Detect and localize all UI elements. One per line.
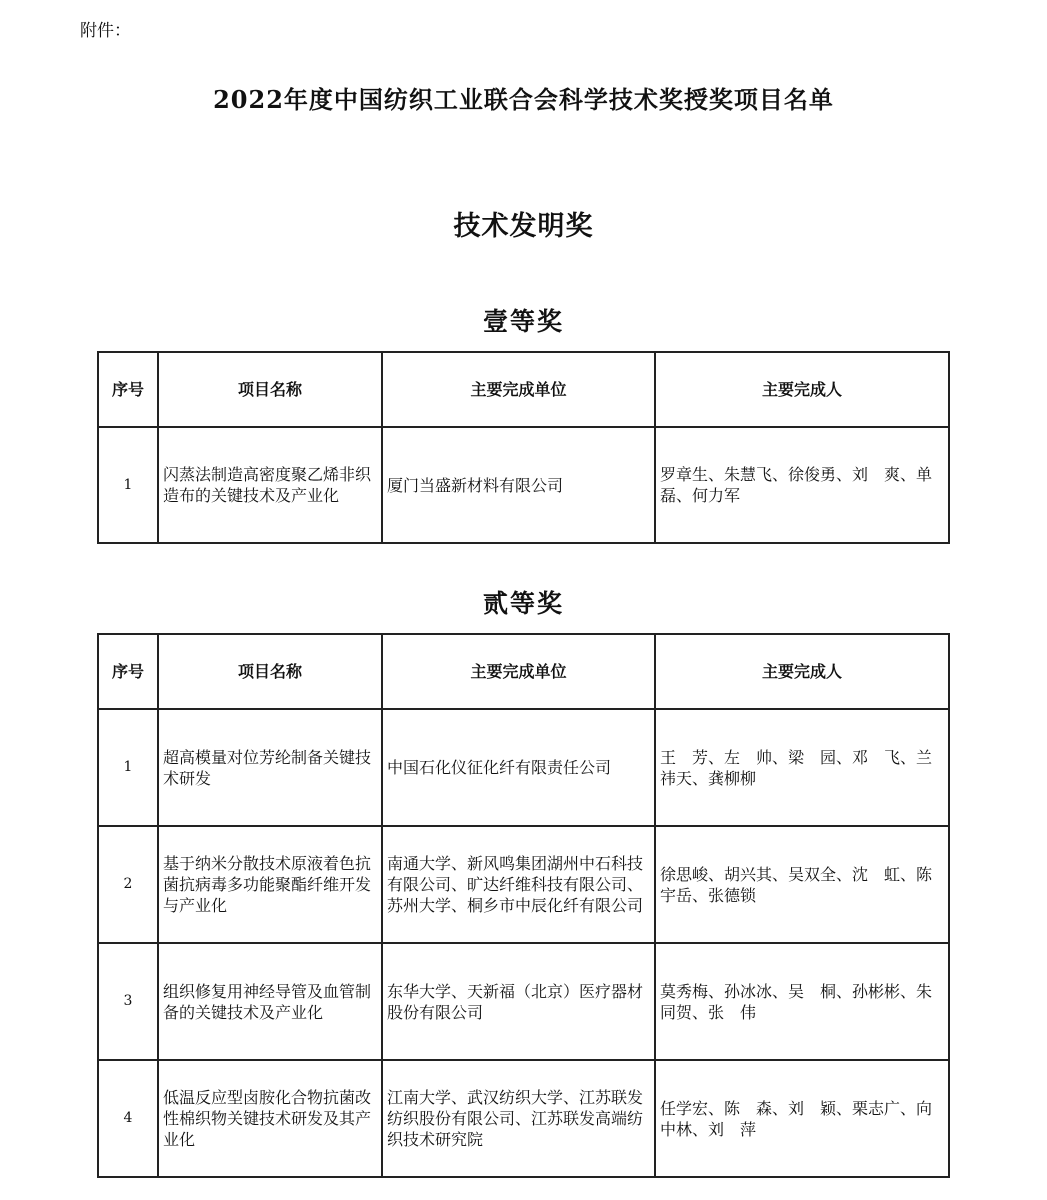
header-project: 项目名称 [158, 352, 382, 427]
grade-2-title: 贰等奖 [482, 589, 564, 618]
header-unit: 主要完成单位 [382, 352, 655, 427]
header-people: 主要完成人 [655, 352, 949, 427]
header-project: 项目名称 [158, 634, 382, 709]
header-people: 主要完成人 [655, 634, 949, 709]
table-row [98, 427, 949, 543]
table-row [98, 826, 949, 943]
header-index: 序号 [98, 634, 158, 709]
row-project: 闪蒸法制造高密度聚乙烯非织造布的关键技术及产业化 [158, 427, 382, 543]
row-people: 徐思峻、胡兴其、吴双全、沈 虹、陈宇岳、张德锁 [655, 826, 949, 943]
row-unit: 中国石化仪征化纤有限责任公司 [382, 709, 655, 826]
row-index: 2 [98, 826, 158, 943]
row-unit: 厦门当盛新材料有限公司 [382, 427, 655, 543]
table-row [98, 943, 949, 1060]
table-row [98, 1060, 949, 1177]
section-title: 技术发明奖 [453, 211, 594, 242]
row-unit: 南通大学、新风鸣集团湖州中石科技有限公司、旷达纤维科技有限公司、苏州大学、桐乡市中辰化纤有限公司 [382, 826, 655, 943]
row-index: 3 [98, 943, 158, 1060]
row-index: 4 [98, 1060, 158, 1177]
row-people: 任学宏、陈 森、刘 颖、栗志广、向中林、刘 萍 [655, 1060, 949, 1177]
row-people: 王 芳、左 帅、梁 园、邓 飞、兰祎天、龚柳柳 [655, 709, 949, 826]
grade-1-table [97, 351, 950, 544]
row-project: 组织修复用神经导管及血管制备的关键技术及产业化 [158, 943, 382, 1060]
row-people: 罗章生、朱慧飞、徐俊勇、刘 爽、单 磊、何力军 [655, 427, 949, 543]
header-index: 序号 [98, 352, 158, 427]
row-unit: 江南大学、武汉纺织大学、江苏联发纺织股份有限公司、江苏联发高端纺织技术研究院 [382, 1060, 655, 1177]
row-project: 基于纳米分散技术原液着色抗菌抗病毒多功能聚酯纤维开发与产业化 [158, 826, 382, 943]
row-people: 莫秀梅、孙冰冰、吴 桐、孙彬彬、朱同贺、张 伟 [655, 943, 949, 1060]
attachment-label: 附件： [80, 21, 131, 41]
row-project: 超高模量对位芳纶制备关键技术研发 [158, 709, 382, 826]
row-unit: 东华大学、天新福（北京）医疗器材股份有限公司 [382, 943, 655, 1060]
table-header-row [98, 634, 949, 709]
row-index: 1 [98, 709, 158, 826]
grade-1-title: 壹等奖 [482, 307, 564, 336]
header-unit: 主要完成单位 [382, 634, 655, 709]
table-row [98, 709, 949, 826]
grade-2-table [97, 633, 950, 1178]
document-title: 2022年度中国纺织工业联合会科学技术奖授奖项目名单 [213, 85, 834, 114]
row-project: 低温反应型卤胺化合物抗菌改性棉织物关键技术研发及其产业化 [158, 1060, 382, 1177]
table-header-row [98, 352, 949, 427]
row-index: 1 [98, 427, 158, 543]
